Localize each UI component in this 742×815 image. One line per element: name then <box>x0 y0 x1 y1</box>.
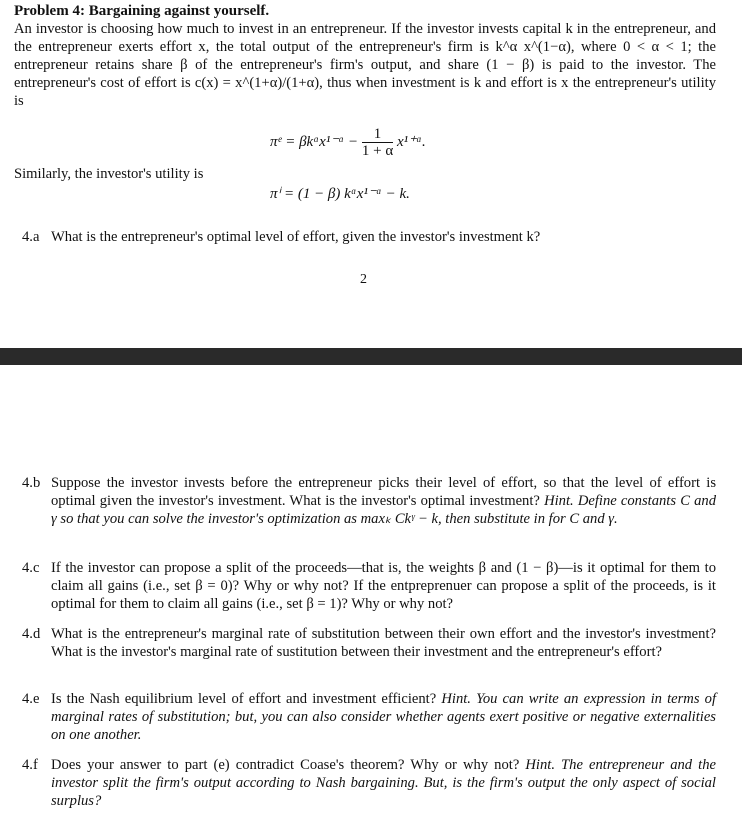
question-4a <box>22 228 716 246</box>
question-hint: Hint. The entrepreneur and the investor split the firm's output according to Nash bargaining. But, is the firm's output the only aspect of social surplus? <box>51 757 716 809</box>
question-4b <box>22 474 716 528</box>
eq1-lhs: πᵉ = βkᵅx¹⁻ᵅ − <box>270 133 359 150</box>
question-text: What is the entrepreneur's optimal level of effort, given the investor's investment k? <box>51 229 541 245</box>
question-text: Does your answer to part (e) contradict Coase's theorem? Why or why not? <box>51 757 520 773</box>
question-text: What is the entrepreneur's marginal rate of substitution between their own effort and the investor's investment? What is the investor's marginal rate of sustitution between their investment and the entrepreneur's effort? <box>51 626 716 660</box>
question-label: 4.f <box>22 757 38 773</box>
question-hint: Hint. Define constants C and γ so that you can solve the investor's optimization as maxₖ Ckᵞ − k, then substitute in for C and γ. <box>51 493 716 527</box>
question-label: 4.b <box>22 475 41 491</box>
investor-utility-equation: πⁱ = (1 − β) kᵅx¹⁻ᵅ − k. <box>270 186 410 202</box>
eq1-frac-den: 1 + α <box>361 143 394 159</box>
question-4d <box>22 625 716 661</box>
question-label: 4.c <box>22 560 40 576</box>
question-4c <box>22 559 716 613</box>
question-hint: Hint. You can write an expression in terms of marginal rates of substitution; but, you can also consider whether agents exert positive or negative externalities on one another. <box>51 691 716 743</box>
similarly-text: Similarly, the investor's utility is <box>14 166 204 182</box>
question-label: 4.e <box>22 691 40 707</box>
question-text: If the investor can propose a split of the proceeds—that is, the weights β and (1 − β)—is it optimal for them to claim all gains (i.e., set β = 0)? Why or why not? If the entpreprenuer can propose a split of the proceeds, is it optimal for them to claim all gains (i.e., set β = 1)? Why or why not? <box>51 560 716 612</box>
question-label: 4.d <box>22 626 41 642</box>
question-4f <box>22 756 716 810</box>
question-text: Suppose the investor invests before the entrepreneur picks their level of effort, so that the level of effort is optimal given the investor's investment. What is the investor's optimal investment? <box>51 475 716 509</box>
problem-intro: An investor is choosing how much to invest in an entrepreneur. If the investor invests capital k in the entrepreneur, and the entrepreneur exerts effort x, the total output of the entrepreneur's firm is k^α x^(1−α), where 0 < α < 1; the entrepreneur retains share β of the entrepreneur's firm's output, and share (1 − β) is paid to the investor. The entrepreneur's cost of effort is c(x) = x^(1+α)/(1+α), thus when investment is k and effort is x the entrepreneur's utility is <box>14 21 716 109</box>
question-text: Is the Nash equilibrium level of effort and investment efficient? <box>51 691 437 707</box>
question-4e <box>22 690 716 744</box>
question-label: 4.a <box>22 229 40 245</box>
eq1-tail: x¹⁺ᵅ. <box>396 133 426 150</box>
page-number: 2 <box>360 272 367 287</box>
entrepreneur-utility-equation <box>270 126 426 159</box>
page-divider <box>0 348 742 365</box>
eq1-fraction <box>362 126 393 159</box>
eq1-frac-num: 1 <box>362 126 393 143</box>
problem-title: Problem 4: Bargaining against yourself. <box>14 3 270 19</box>
